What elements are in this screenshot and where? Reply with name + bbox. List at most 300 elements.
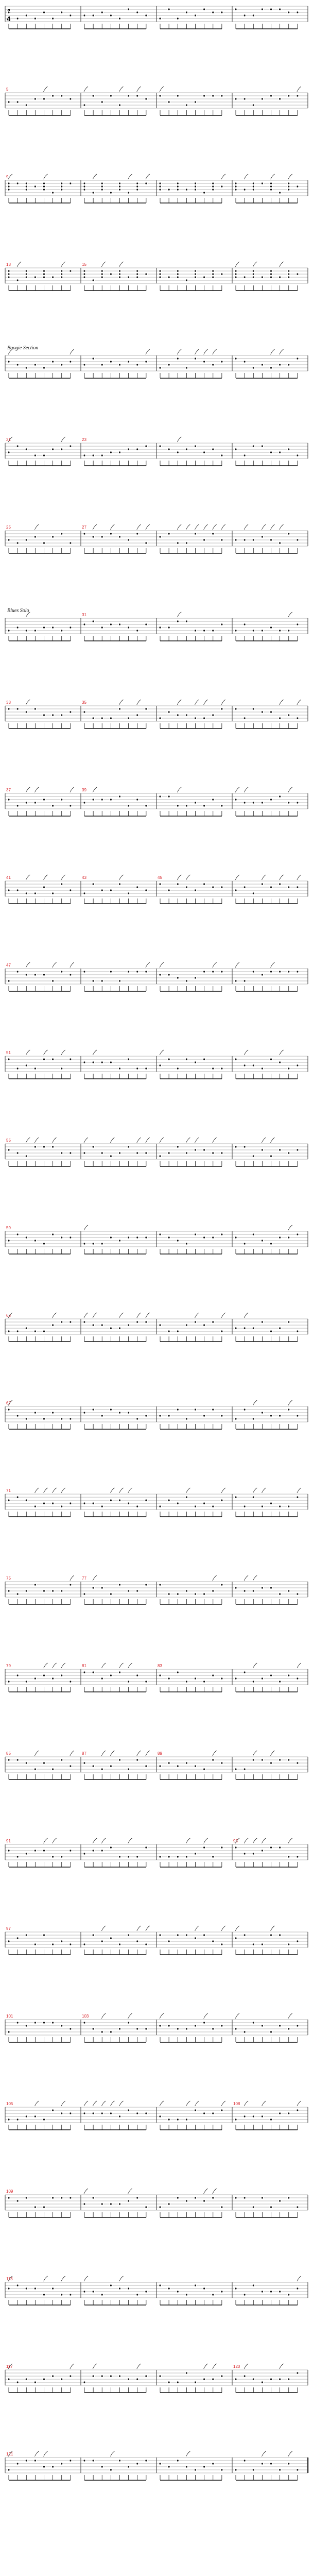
- fret-mark: [34, 536, 36, 537]
- fret-mark: [43, 276, 45, 278]
- fret-mark: [221, 539, 222, 540]
- fret-mark: [195, 1677, 196, 1679]
- fret-mark: [83, 2112, 85, 2114]
- fret-mark: [8, 11, 9, 13]
- bend-arrow: [213, 1751, 217, 1756]
- bend-arrow: [253, 1663, 257, 1668]
- fret-mark: [83, 2460, 85, 2461]
- fret-mark: [212, 1759, 214, 1760]
- fret-mark: [43, 270, 45, 272]
- bend-arrow: [61, 875, 65, 880]
- fret-mark: [17, 1067, 19, 1069]
- fret-mark: [288, 1409, 289, 1410]
- bend-arrow: [253, 1838, 257, 1843]
- fret-mark: [69, 805, 71, 806]
- staff-system: [5, 1751, 308, 1780]
- fret-mark: [119, 1327, 120, 1329]
- measure-number: 45: [158, 875, 162, 880]
- bend-arrow: [244, 2101, 248, 2106]
- fret-mark: [128, 971, 129, 972]
- measure-number: 31: [82, 613, 86, 617]
- fret-mark: [212, 185, 214, 187]
- fret-mark: [270, 2031, 272, 2032]
- fret-mark: [253, 104, 254, 106]
- fret-mark: [69, 626, 71, 628]
- fret-mark: [262, 1850, 263, 1851]
- fret-mark: [270, 451, 272, 453]
- fret-mark: [61, 630, 62, 631]
- fret-mark: [69, 14, 71, 16]
- fret-mark: [136, 630, 138, 631]
- fret-mark: [119, 883, 120, 885]
- staff-system: [5, 1050, 308, 1079]
- fret-mark: [177, 883, 179, 885]
- fret-mark: [235, 1496, 236, 1498]
- fret-mark: [145, 2291, 147, 2292]
- fret-mark: [262, 1505, 263, 1507]
- fret-mark: [212, 364, 214, 365]
- fret-mark: [203, 2287, 205, 2289]
- fret-mark: [212, 182, 214, 184]
- fret-mark: [34, 1240, 36, 1241]
- fret-mark: [34, 1850, 36, 1851]
- fret-mark: [195, 2381, 196, 2383]
- bend-arrow: [271, 962, 275, 968]
- fret-mark: [61, 1321, 62, 1323]
- fret-mark: [297, 971, 298, 972]
- fret-mark: [128, 2109, 129, 2111]
- bend-arrow: [221, 2101, 225, 2106]
- fret-mark: [69, 974, 71, 975]
- bend-arrow: [146, 1926, 150, 1931]
- bend-arrow: [221, 1488, 225, 1493]
- fret-mark: [83, 1061, 85, 1063]
- fret-mark: [145, 971, 147, 972]
- measure-number: 51: [6, 1050, 11, 1055]
- bend-arrow: [235, 962, 239, 968]
- fret-mark: [17, 2463, 19, 2464]
- fret-mark: [212, 2112, 214, 2114]
- fret-mark: [212, 1067, 214, 1069]
- fret-mark: [168, 1330, 170, 1332]
- fret-mark: [159, 795, 161, 797]
- fret-mark: [177, 276, 179, 278]
- fret-mark: [203, 1681, 205, 1682]
- bend-arrow: [26, 787, 30, 792]
- fret-mark: [221, 1846, 222, 1848]
- fret-mark: [110, 2112, 112, 2114]
- fret-mark: [26, 1681, 27, 1682]
- fret-mark: [288, 2378, 289, 2380]
- fret-mark: [186, 2294, 187, 2295]
- fret-mark: [101, 2375, 103, 2377]
- bend-arrow: [146, 1138, 150, 1143]
- fret-mark: [145, 1152, 147, 1154]
- fret-mark: [168, 1593, 170, 1595]
- fret-mark: [8, 2378, 9, 2380]
- bend-arrow: [160, 2101, 164, 2106]
- fret-mark: [93, 454, 94, 456]
- fret-mark: [288, 1590, 289, 1591]
- fret-mark: [279, 2025, 281, 2026]
- fret-mark: [168, 2119, 170, 2120]
- bend-arrow: [195, 1926, 199, 1931]
- fret-mark: [145, 361, 147, 362]
- fret-mark: [235, 1146, 236, 1147]
- fret-mark: [288, 273, 289, 275]
- fret-mark: [61, 2463, 62, 2464]
- fret-mark: [235, 1846, 236, 1848]
- fret-mark: [203, 276, 205, 278]
- fret-mark: [288, 2294, 289, 2295]
- bend-arrow: [34, 524, 39, 530]
- fret-mark: [52, 18, 54, 19]
- fret-mark: [34, 454, 36, 456]
- fret-mark: [136, 799, 138, 800]
- fret-mark: [61, 1940, 62, 1942]
- fret-mark: [83, 2291, 85, 2292]
- fret-mark: [43, 2294, 45, 2295]
- fret-mark: [61, 182, 62, 184]
- measure-number: 103: [82, 2014, 89, 2019]
- fret-mark: [119, 1759, 120, 1760]
- fret-mark: [128, 1768, 129, 1770]
- fret-mark: [145, 273, 147, 275]
- bend-arrow: [137, 524, 141, 530]
- fret-mark: [288, 1067, 289, 1069]
- fret-mark: [235, 539, 236, 540]
- fret-mark: [145, 1067, 147, 1069]
- bend-arrow: [84, 1138, 88, 1143]
- fret-mark: [17, 1759, 19, 1760]
- fret-mark: [69, 1943, 71, 1945]
- fret-mark: [195, 358, 196, 359]
- fret-mark: [244, 717, 246, 719]
- fret-mark: [145, 2112, 147, 2114]
- bend-arrow: [17, 262, 21, 267]
- bend-arrow: [288, 787, 292, 792]
- fret-mark: [8, 185, 9, 187]
- fret-mark: [17, 1415, 19, 1416]
- fret-mark: [83, 533, 85, 534]
- fret-mark: [270, 1058, 272, 1060]
- fret-mark: [8, 2031, 9, 2032]
- fret-mark: [262, 1587, 263, 1588]
- fret-mark: [136, 1590, 138, 1591]
- fret-mark: [177, 1502, 179, 1504]
- bend-arrow: [244, 787, 248, 792]
- bend-arrow: [186, 2451, 190, 2456]
- fret-mark: [195, 1853, 196, 1854]
- fret-mark: [279, 1505, 281, 1507]
- staff-system: [5, 875, 308, 904]
- fret-mark: [186, 1418, 187, 1419]
- fret-mark: [8, 270, 9, 272]
- fret-mark: [262, 1943, 263, 1945]
- fret-mark: [128, 361, 129, 362]
- fret-mark: [221, 1762, 222, 1764]
- fret-mark: [235, 1058, 236, 1060]
- fret-mark: [136, 1940, 138, 1942]
- fret-mark: [235, 273, 236, 275]
- measure-number: 43: [82, 875, 86, 880]
- fret-mark: [168, 1499, 170, 1501]
- fret-mark: [83, 273, 85, 275]
- fret-mark: [288, 270, 289, 272]
- fret-mark: [61, 714, 62, 716]
- fret-mark: [145, 805, 147, 806]
- fret-mark: [69, 182, 71, 184]
- bend-arrow: [93, 1575, 97, 1581]
- fret-mark: [145, 1846, 147, 1848]
- bend-arrow: [119, 2101, 124, 2106]
- fret-mark: [17, 182, 19, 184]
- fret-mark: [221, 1233, 222, 1235]
- fret-mark: [159, 974, 161, 975]
- fret-mark: [34, 364, 36, 365]
- fret-mark: [177, 95, 179, 96]
- fret-mark: [270, 711, 272, 713]
- fret-mark: [128, 1058, 129, 1060]
- fret-mark: [244, 2031, 246, 2032]
- bend-arrow: [297, 1663, 301, 1668]
- fret-mark: [8, 1940, 9, 1942]
- fret-mark: [136, 533, 138, 534]
- fret-mark: [128, 626, 129, 628]
- bend-arrow: [119, 1663, 124, 1668]
- fret-mark: [177, 2460, 179, 2461]
- fret-mark: [212, 189, 214, 190]
- fret-mark: [34, 2206, 36, 2208]
- fret-mark: [145, 1321, 147, 1323]
- bend-arrow: [128, 1663, 132, 1668]
- fret-mark: [34, 630, 36, 631]
- fret-mark: [270, 1674, 272, 1676]
- bend-arrow: [44, 174, 48, 179]
- fret-mark: [262, 1677, 263, 1679]
- fret-mark: [83, 104, 85, 106]
- fret-mark: [270, 182, 272, 184]
- fret-mark: [83, 2203, 85, 2205]
- fret-mark: [159, 883, 161, 885]
- fret-mark: [212, 533, 214, 534]
- fret-mark: [119, 104, 120, 106]
- fret-mark: [136, 2378, 138, 2380]
- measure-number: 13: [6, 262, 11, 267]
- fret-mark: [212, 1409, 214, 1410]
- bend-arrow: [297, 2101, 301, 2106]
- bend-arrow: [93, 787, 97, 792]
- bend-arrow: [119, 1313, 124, 1318]
- fret-mark: [168, 1677, 170, 1679]
- fret-mark: [83, 1243, 85, 1244]
- fret-mark: [93, 2291, 94, 2292]
- fret-mark: [101, 11, 103, 13]
- fret-mark: [43, 1850, 45, 1851]
- fret-mark: [34, 18, 36, 19]
- fret-mark: [101, 1505, 103, 1507]
- bend-arrow: [280, 1050, 284, 1055]
- fret-mark: [34, 1146, 36, 1147]
- fret-mark: [235, 1418, 236, 1419]
- fret-mark: [195, 1765, 196, 1767]
- bend-arrow: [34, 1488, 39, 1493]
- fret-mark: [288, 2028, 289, 2029]
- fret-mark: [244, 1409, 246, 1410]
- measure-number: 113: [6, 2277, 13, 2281]
- fret-mark: [43, 189, 45, 190]
- bend-arrow: [84, 1313, 88, 1318]
- fret-mark: [168, 364, 170, 365]
- fret-mark: [262, 8, 263, 10]
- bend-arrow: [204, 2189, 208, 2194]
- fret-mark: [177, 451, 179, 453]
- fret-mark: [279, 2112, 281, 2114]
- fret-mark: [262, 1759, 263, 1760]
- fret-mark: [297, 11, 298, 13]
- fret-mark: [119, 182, 120, 184]
- fret-mark: [195, 1409, 196, 1410]
- fret-mark: [203, 2112, 205, 2114]
- fret-mark: [203, 95, 205, 96]
- fret-mark: [270, 799, 272, 800]
- fret-mark: [177, 189, 179, 190]
- bend-arrow: [44, 875, 48, 880]
- fret-mark: [34, 185, 36, 187]
- fret-mark: [17, 971, 19, 972]
- fret-mark: [8, 451, 9, 453]
- fret-mark: [159, 1674, 161, 1676]
- fret-mark: [136, 11, 138, 13]
- bend-arrow: [235, 1926, 239, 1931]
- fret-mark: [128, 892, 129, 894]
- fret-mark: [253, 1064, 254, 1066]
- measure-number: 33: [6, 700, 11, 705]
- measure-number: 55: [6, 1138, 11, 1143]
- fret-mark: [34, 1412, 36, 1413]
- fret-mark: [288, 185, 289, 187]
- staff-system: [5, 2101, 308, 2130]
- bend-arrow: [177, 700, 181, 705]
- fret-mark: [93, 192, 94, 193]
- fret-mark: [262, 2291, 263, 2292]
- fret-mark: [279, 717, 281, 719]
- fret-mark: [177, 1765, 179, 1767]
- fret-mark: [262, 445, 263, 447]
- fret-mark: [270, 367, 272, 368]
- bend-arrow: [61, 1488, 65, 1493]
- bend-arrow: [160, 1138, 164, 1143]
- fret-mark: [136, 2112, 138, 2114]
- fret-mark: [101, 626, 103, 628]
- bend-arrow: [213, 1575, 217, 1581]
- fret-mark: [110, 1593, 112, 1595]
- measure-number: 81: [82, 1664, 86, 1668]
- fret-mark: [168, 2466, 170, 2467]
- fret-mark: [110, 95, 112, 96]
- bend-arrow: [253, 1400, 257, 1405]
- fret-mark: [212, 2294, 214, 2295]
- fret-mark: [61, 799, 62, 800]
- fret-mark: [145, 445, 147, 447]
- fret-mark: [159, 270, 161, 272]
- fret-mark: [61, 1856, 62, 1857]
- fret-mark: [93, 95, 94, 96]
- fret-mark: [101, 101, 103, 103]
- fret-mark: [83, 711, 85, 713]
- fret-mark: [43, 1243, 45, 1244]
- bend-arrow: [262, 1838, 266, 1843]
- fret-mark: [279, 971, 281, 972]
- fret-mark: [235, 799, 236, 800]
- fret-mark: [26, 104, 27, 106]
- measure-number: 97: [6, 1926, 11, 1931]
- fret-mark: [270, 1587, 272, 1588]
- fret-mark: [235, 182, 236, 184]
- fret-mark: [110, 1327, 112, 1329]
- fret-mark: [110, 2375, 112, 2377]
- measure-number: 25: [6, 525, 11, 530]
- fret-mark: [212, 2197, 214, 2198]
- fret-mark: [8, 2197, 9, 2198]
- bend-arrow: [84, 2189, 88, 2194]
- bend-arrow: [288, 2451, 292, 2456]
- fret-mark: [262, 1240, 263, 1241]
- fret-mark: [235, 2197, 236, 2198]
- fret-mark: [26, 711, 27, 713]
- fret-mark: [288, 2112, 289, 2114]
- bend-arrow: [195, 1313, 199, 1318]
- fret-mark: [235, 889, 236, 891]
- fret-mark: [136, 1505, 138, 1507]
- fret-mark: [101, 189, 103, 190]
- fret-mark: [288, 2463, 289, 2464]
- bend-arrow: [70, 1575, 74, 1581]
- fret-mark: [195, 802, 196, 803]
- fret-mark: [8, 1330, 9, 1332]
- fret-mark: [262, 536, 263, 537]
- fret-mark: [168, 974, 170, 975]
- fret-mark: [186, 104, 187, 106]
- fret-mark: [262, 974, 263, 975]
- fret-mark: [145, 2460, 147, 2461]
- fret-mark: [26, 276, 27, 278]
- fret-mark: [128, 1681, 129, 1682]
- fret-mark: [119, 1240, 120, 1241]
- fret-mark: [8, 539, 9, 540]
- fret-mark: [83, 364, 85, 365]
- fret-mark: [69, 2112, 71, 2114]
- fret-mark: [83, 971, 85, 972]
- fret-mark: [101, 2294, 103, 2295]
- fret-mark: [52, 2375, 54, 2377]
- bend-arrow: [53, 1838, 57, 1843]
- fret-mark: [253, 2378, 254, 2380]
- fret-mark: [128, 1502, 129, 1504]
- bend-arrow: [44, 1050, 48, 1055]
- fret-mark: [195, 1233, 196, 1235]
- fret-mark: [43, 1934, 45, 1936]
- fret-mark: [119, 18, 120, 19]
- fret-mark: [203, 971, 205, 972]
- bend-arrow: [213, 349, 217, 354]
- fret-mark: [279, 2291, 281, 2292]
- fret-mark: [119, 1856, 120, 1857]
- bend-arrow: [26, 1138, 30, 1143]
- measure-number: 75: [6, 1576, 11, 1581]
- fret-mark: [110, 192, 112, 193]
- fret-mark: [177, 1934, 179, 1936]
